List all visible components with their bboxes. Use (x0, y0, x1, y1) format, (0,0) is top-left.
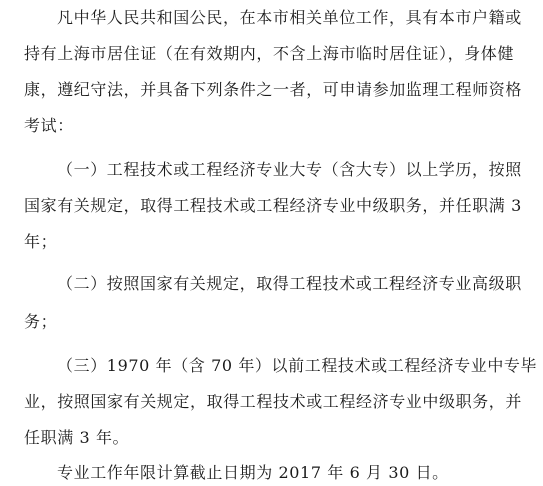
paragraph-3-line-2: 务； (24, 312, 58, 331)
paragraph-2-line-3: 年； (24, 232, 58, 251)
paragraph-1-line-1: 凡中华人民共和国公民，在本市相关单位工作，具有本市户籍或 (57, 8, 522, 27)
paragraph-1-line-4: 考试： (24, 116, 74, 135)
paragraph-2-line-1: （一）工程技术或工程经济专业大专（含大专）以上学历，按照 (57, 160, 522, 179)
paragraph-2-line-2: 国家有关规定，取得工程技术或工程经济专业中级职务，并任职满 3 (24, 196, 522, 215)
paragraph-4-line-1: （三）1970 年（含 70 年）以前工程技术或工程经济专业中专毕 (57, 356, 538, 375)
paragraph-1-line-2: 持有上海市居住证（在有效期内，不含上海市临时居住证），身体健 (24, 44, 515, 63)
paragraph-4-line-3: 任职满 3 年。 (24, 428, 130, 447)
paragraph-1-line-3: 康，遵纪守法，并具备下列条件之一者，可申请参加监理工程师资格 (24, 80, 523, 99)
paragraph-3-line-1: （二）按照国家有关规定，取得工程技术或工程经济专业高级职 (57, 274, 522, 293)
paragraph-5-line-1: 专业工作年限计算截止日期为 2017 年 6 月 30 日。 (57, 463, 449, 482)
paragraph-4-line-2: 业，按照国家有关规定，取得工程技术或工程经济专业中级职务，并 (24, 392, 523, 411)
